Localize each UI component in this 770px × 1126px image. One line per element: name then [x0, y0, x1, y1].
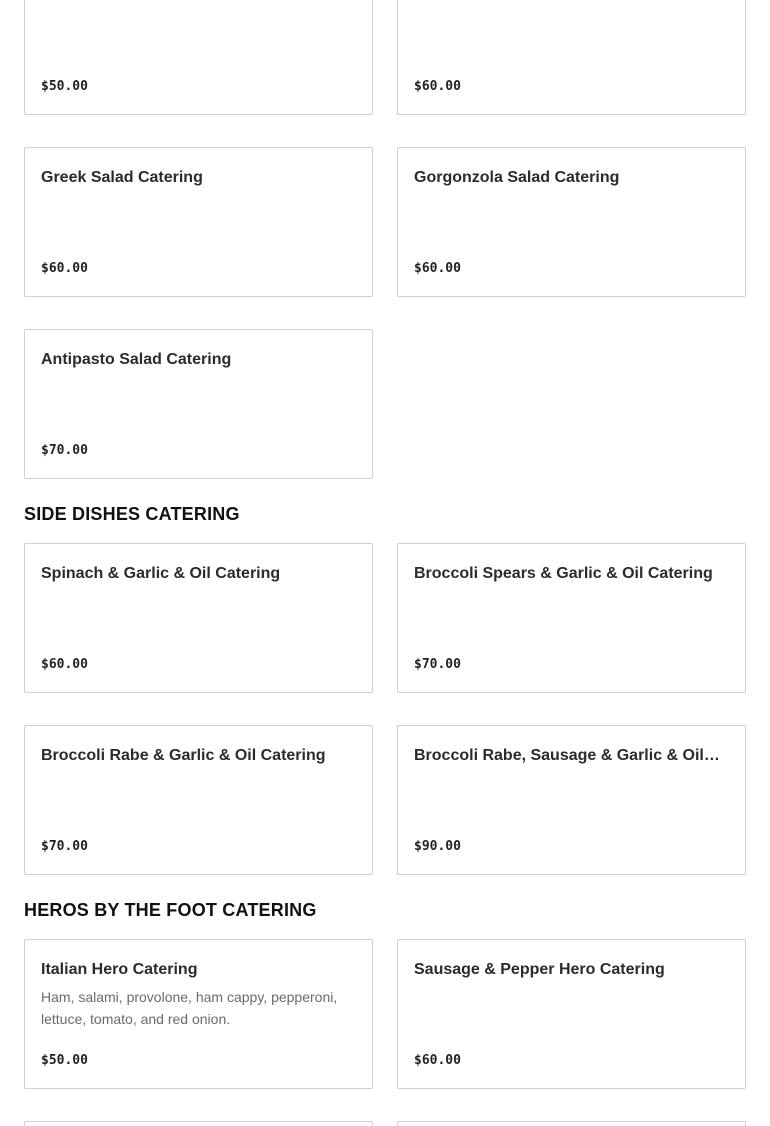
menu-item-title: Gorgonzola Salad Catering: [414, 169, 620, 186]
menu-item-price: $60.00: [41, 261, 88, 276]
menu-item-card[interactable]: [397, 939, 746, 1089]
menu-item-card[interactable]: [397, 725, 746, 875]
menu-item-price: $50.00: [41, 1053, 88, 1068]
menu-item-price: $60.00: [414, 261, 461, 276]
menu-item-price: $90.00: [414, 839, 461, 854]
menu-item-card[interactable]: [24, 543, 373, 693]
menu-item-card[interactable]: [397, 147, 746, 297]
menu-item-price: $70.00: [414, 657, 461, 672]
menu-item-card[interactable]: [24, 725, 373, 875]
menu-item-price: $70.00: [41, 839, 88, 854]
section-heading-heros: HEROS BY THE FOOT CATERING: [24, 900, 317, 920]
menu-item-title: Sausage & Pepper Hero Catering: [414, 961, 665, 978]
menu-item-card[interactable]: [24, 147, 373, 297]
menu-item-card[interactable]: [24, 329, 373, 479]
menu-item-description: Ham, salami, provolone, ham cappy, pepperoni, lettuce, tomato, and red onion.: [41, 989, 338, 1027]
menu-item-card[interactable]: [24, 939, 373, 1089]
menu-item-title: Broccoli Rabe & Garlic & Oil Catering: [41, 747, 326, 764]
menu-item-price: $70.00: [41, 443, 88, 458]
menu-item-card[interactable]: [24, 1121, 373, 1126]
menu-item-title: Broccoli Spears & Garlic & Oil Catering: [414, 565, 713, 582]
menu-item-title: Spinach & Garlic & Oil Catering: [41, 565, 281, 582]
menu-item-card[interactable]: [397, 0, 746, 115]
menu-item-title: Italian Hero Catering: [41, 961, 198, 978]
menu-item-price: $60.00: [414, 79, 461, 94]
menu-item-price: $50.00: [41, 79, 88, 94]
menu-item-title: Greek Salad Catering: [41, 169, 203, 186]
menu-item-card[interactable]: [24, 0, 373, 115]
menu-item-card[interactable]: [397, 543, 746, 693]
menu-item-card[interactable]: [397, 1121, 746, 1126]
menu-item-price: $60.00: [41, 657, 88, 672]
menu-item-title: Broccoli Rabe, Sausage & Garlic & Oil…: [414, 747, 720, 764]
menu-item-title: Antipasto Salad Catering: [41, 351, 232, 368]
section-heading-side-dishes: SIDE DISHES CATERING: [24, 504, 240, 524]
menu-item-price: $60.00: [414, 1053, 461, 1068]
